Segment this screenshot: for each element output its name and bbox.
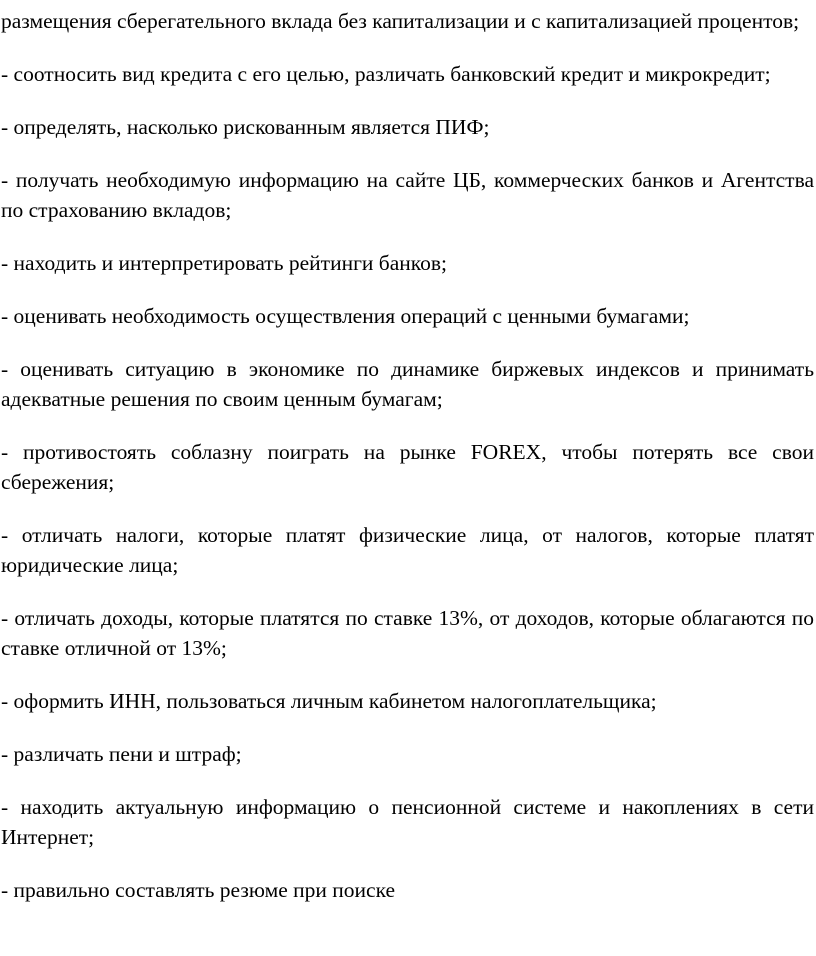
paragraph-taxes-individuals: - отличать налоги, которые платят физические лица, от налогов, которые платят юридические лица; [1,523,814,577]
paragraph-resume: - правильно составлять резюме при поиске [1,878,396,902]
paragraph-forex: - противостоять соблазну поиграть на рынке FOREX, чтобы потерять все свои сбережения; [1,440,814,494]
paragraph-pif-risk: - определять, насколько рискованным является ПИФ; [1,115,490,139]
paragraph-inn-cabinet: - оформить ИНН, пользоваться личным кабинетом налогоплательщика; [1,689,657,713]
paragraph-bank-ratings: - находить и интерпретировать рейтинги банков; [1,251,447,275]
paragraph-exchange-indexes: - оценивать ситуацию в экономике по динамике биржевых индексов и принимать адекватные решения по своим ценным бумагам; [1,357,814,411]
paragraph-income-rates: - отличать доходы, которые платятся по ставке 13%, от доходов, которые облагаются по ставке отличной от 13%; [1,606,814,660]
paragraph-penalties: - различать пени и штраф; [1,742,242,766]
paragraph-credit-types: - соотносить вид кредита с его целью, различать банковский кредит и микрокредит; [1,62,771,86]
paragraph-savings-deposit: размещения сберегательного вклада без капитализации и с капитализацией процентов; [1,9,800,33]
paragraph-pension-info: - находить актуальную информацию о пенсионной системе и накоплениях в сети Интернет; [1,795,814,849]
paragraph-securities-operations: - оценивать необходимость осуществления операций с ценными бумагами; [1,304,690,328]
paragraph-info-sources: - получать необходимую информацию на сайте ЦБ, коммерческих банков и Агентства по страхованию вкладов; [1,168,814,222]
